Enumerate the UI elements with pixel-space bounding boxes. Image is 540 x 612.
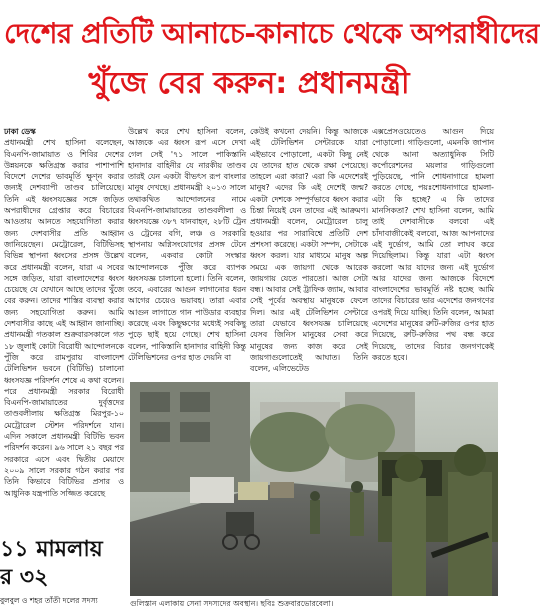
headline-line-1: দেশের প্রতিটি আনাচে-কানাচে থেকে অপরাধীদের (4, 17, 540, 50)
article-column-4 (372, 126, 494, 416)
side-story-headline (0, 536, 124, 592)
article-column-1 (4, 126, 124, 498)
photo-caption: গুলিস্তান এলাকায় সেনা সদস্যদের অবস্থান। ছবিঃ শুক্রবারভোরবেলা। (130, 599, 334, 608)
article-column-3 (250, 126, 368, 416)
side-headline-line-1: ১১ মামলায় (0, 537, 103, 562)
headline-line-2: খুঁজে বের করুন: প্রধানমন্ত্রী (88, 66, 410, 101)
street-soldiers-photo (130, 382, 498, 596)
article-body (4, 126, 494, 498)
column-4-text: এক্সপ্রেসওয়েতেও আগুন দিয়ে পোড়ালো। গাড়িগুলো, এমনকি জাপান থেকে আনা অত্যাধুনিক সিটি কর্পোরেশনের ময়লার গাড়িগুলো পুড়িয়েছে, পানি শোধনাগারে হামলা করতে গেছে, পয়ঃশোধনাগারে হামলা-এটা কি হচ্ছে? এ কি তাদের মানসিকতা? শেখ হাসিনা বলেন, আমি তাই দেশবাসীকে বলবো এই চাঁদাবাজীকেই বলবো, আজ আপনাদের এই দুর্ভোগ, আমি তো লাঘব করে দিয়েছিলাম। কিন্তু যারা এটা ধ্বংস করলো আর যাদের জন্য এই দুর্ভোগ আর যাদের জন্য আজকে বিদেশে বাংলাদেশের ভাবমূর্তি নষ্ট হচ্ছে আমি তাদের বিচারের ভার এদেশের জনগণের ওপরই দিয়ে যাচ্ছি। তিনি বলেন, আমরা এদেশের মানুষের রুটি-রুজির ওপর হাত দিয়েছে, রুটি-রুজির পথ বন্ধ করে দিয়েছে, তাদের বিচার জনগণকেই করতে হবে। (372, 127, 494, 362)
side-headline-line-2: র ৩২ (0, 565, 49, 590)
article-column-2 (128, 126, 246, 416)
column-2-text: উল্লেখ করে শেখ হাসিনা বলেন, আজকে এর ধ্বংস রূপ এসে দেখা গেল সেই '৭১ সালে পাকিস্তানি হানাদার বাহিনীর যে নারকীয় তাণ্ডব তারই যেন একটা বীভৎস রূপ বাংলার মানুষ দেখছে। প্রধানমন্ত্রী ২০১৩ সালে তথাকথিত আন্দোলনের নামে বিএনপি-জামায়াতের তাণ্ডবলীলা ও ধ্বংসযজ্ঞে ৩৮৭ যানবাহন, ২৮টি ট্রেন ও ট্রেনের বগি, লঞ্চ ও সরকারি স্থাপনায় অগ্নিসংযোগের প্রসঙ্গ টেনে বলেন, একবার কোটা সংস্কার আন্দোলনকে পুঁজি করে ব্যাপক ধ্বংসযজ্ঞ চালানো হলো। তিনি বলেন, তবে, এবারের আগুন লাগানোর ধরন আগের চেয়েও ভয়াবহ। তারা এবার আগুন লাগাতে গান পাউডার ব্যবহার করেছে এবং কিছুক্ষণের মধ্যেই সবকিছু পুড়ে ছাই হয়ে গেছে। শেখ হাসিনা বলেন, পাকিস্তানি হানাদার বাহিনী কিন্তু টেলিভিশনের ওপর হাত দেয়নি বা (128, 127, 246, 362)
dateline: ঢাকা ডেস্ক (4, 127, 36, 136)
column-3-text: কেউই কখনো দেয়নি। কিন্তু আজকে এই টেলিভিশন সেন্টারকে যারা এইভাবে পোড়ালো, একটা কিছু নেই যে তাদের হাত থেকে রক্ষা পেয়েছে। তাহলে এরা কারা? এরা কি এদেশেরই মানুষ? এদের কি এই দেশেই জন্ম? একটা দেশকে সম্পূর্ণভাবে ধ্বংস করার চিন্তা নিয়েই যেন তাদের এই আক্রমণ। প্রধানমন্ত্রী বলেন, মেট্রোরেল চালু হওয়ার পর সারাবিশ্বে প্রতিটি দেশ প্রশংসা করেছে। একটা সম্পদ, সেটাকে ধ্বংস করল। যার মাধ্যমে মানুষ অল্প সময়ে এক জায়গা থেকে আরেক জায়গায় যেতে পারতো। আজ সেটা বন্ধ। আবার সেই ট্রাফিক জ্যাম, আবার সেই পূর্বের অবস্থায় মানুষকে ফেলে দিল। আর এই টেলিভিশন সেন্টারে তারা যেভাবে ধ্বংসযজ্ঞ চালিয়েছে যেসব জিনিস মানুষের সেবা করে মানুষের জন্য কাজ করে সেই জায়গাগুলোতেই আঘাত। তিনি বলেন, এলিভেটেড (250, 127, 368, 374)
side-story-footer: বুলবুল ও শহর তাঁতী দলের সদস্য (0, 596, 98, 605)
news-photo (130, 382, 498, 596)
headline (0, 0, 540, 122)
column-1-text: প্রধানমন্ত্রী শেখ হাসিনা বলেছেন, বিএনপি-জামায়াত ও শিবির দেশের উন্নয়নকে ক্ষতিগ্রস্ত করার পাশাপাশি বিদেশে দেশের ভাবমূর্তি ক্ষুণ্ন করার জন্যই দেশব্যাপী তাণ্ডব চালিয়েছে। তিনি এই ধ্বংসযজ্ঞের সঙ্গে জড়িত অপরাধীদের গ্রেপ্তার করে বিচারের আওতায় আনতে সহযোগিতা করার জন্য দেশবাসীর প্রতি আহ্বান জানিয়েছেন। মেট্রোরেল, বিটিভিসহ বিভিন্ন স্থাপনা ধ্বংসের প্রসঙ্গ উল্লেখ করে প্রধানমন্ত্রী বলেন, যারা এ সবের সঙ্গে জড়িত, যারা বাংলাদেশের ধ্বংস চেয়েছে যে যেখানে আছে তাদের খুঁজে বের করুন। তাদের শাস্তির ব্যবস্থা করার জন্য সহযোগিতা করুন। আমি দেশবাসীর কাছে এই আহ্বান জানাচ্ছি। প্রধানমন্ত্রী গতকাল শুক্রবারসকালে গত ১৮ জুলাই কোটা বিরোধী আন্দোলনকে পুঁজি করে রামপুরায় বাংলাদেশ টেলিভিশন ভবনে (বিটিভি) চালানো ধ্বংসযজ্ঞ পরিদর্শন শেষে এ কথা বলেন। পরে প্রধানমন্ত্রী সরকার বিরোধী বিএনপি-জামায়াতের দুর্বৃত্তদের তাণ্ডবলীলায় ক্ষতিগ্রস্ত মিরপুর-১০ মেট্রোরেল স্টেশন পরিদর্শনে যান। এদিন সকালে প্রধানমন্ত্রী বিটিভি ভবন পরিদর্শন করেন। ৯৬ সালে ২১ বছর পর সরকারে এসে এবং দ্বিতীয় মেয়াদে ২০০৯ সালে সরকার গঠন করার পর তিনি কিভাবে বিটিভির প্রসার ও আধুনিক যন্ত্রপাতি সজ্জিত করেছে (4, 138, 124, 498)
